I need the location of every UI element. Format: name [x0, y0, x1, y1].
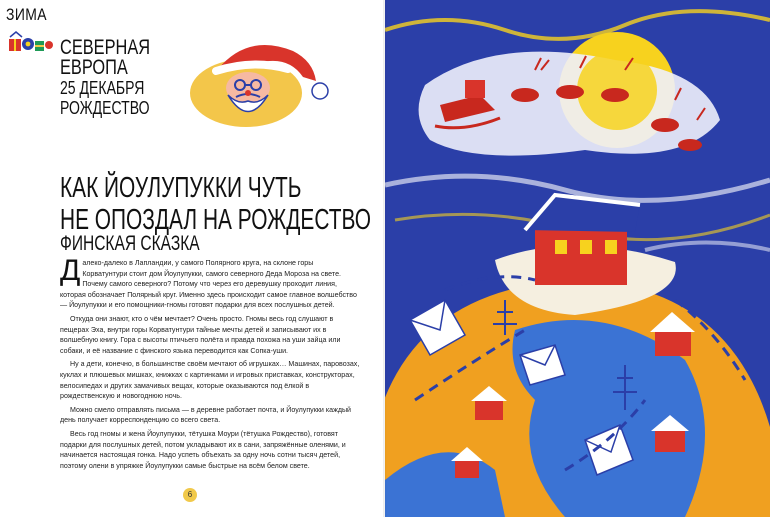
book-spine — [383, 0, 387, 517]
title-line-2: НЕ ОПОЗДАЛ НА РОЖДЕСТВО — [60, 204, 371, 236]
village-night-illustration — [385, 0, 770, 517]
drop-cap: Д — [60, 254, 81, 287]
main-house-icon — [525, 195, 640, 285]
region-line-1: СЕВЕРНАЯ — [60, 36, 151, 59]
story-title — [60, 172, 371, 236]
paragraph-2: Откуда они знают, кто о чём мечтает? Очень просто. Гномы весь год слушают в пещерах Эха, внутри горы Корватунтури тайные мечты детей и записывают их в волшебную книгу. Гора с высоты птичьего полёта и правда похожа на уши зайца или собаки, и её название с финского языка переводится как Сопка-уши. — [60, 314, 341, 355]
paragraph-3: Ну а дети, конечно, в большинстве своём мечтают об игрушках… Машинах, паровозах, куклах и плюшевых мишках, книжках с картинками и игровых приставках, конструкторах, велосипедах и других замачивых вещах, которые оказываются под ёлкой в рождественскую и новогоднюю ночь. — [60, 360, 360, 401]
santa-portrait-icon — [188, 33, 338, 128]
paragraph-1: Далеко-далеко в Лапландии, у самого Полярного круга, на склоне горы Корватунтури стоит дом Йоулупукки, самого северного Деда Мороза на свете. Почему самого северного? Потому что через его деревушку проходит линия, которая обозначает Полярный круг. Именно здесь происходит самое главное волшебство — Йоулупукки и его помощники-гномы готовят подарки для всех послушных детей. — [60, 254, 357, 310]
season-label: ЗИМА — [6, 5, 47, 24]
story-subtitle: ФИНСКАЯ СКАЗКА — [60, 232, 200, 255]
holiday-info — [60, 36, 151, 118]
right-page-illustration — [385, 0, 770, 517]
paragraph-5: Весь год гномы и жена Йоулупукки, тётушка Моури (тётушка Рождество), готовят подарки для послушных детей, потом укладывают их в сани, запряжённые оленями, и начинается настоящая гонка. Надо успеть объехать за одну ночь сотни тысяч детей, поэтому олени в упряжке Йоулупукки самые быстрые на всём белом свете. — [60, 429, 346, 470]
story-text — [60, 254, 360, 474]
date-line: 25 ДЕКАБРЯ — [60, 78, 145, 98]
gifts-ornament-icon — [8, 31, 54, 53]
holiday-line: РОЖДЕСТВО — [60, 98, 150, 118]
title-line-1: КАК ЙОУЛУПУККИ ЧУТЬ — [60, 172, 302, 204]
page-number: 6 — [183, 488, 197, 502]
paragraph-4: Можно смело отправлять письма — в деревне работает почта, и Йоулупукки каждый день получает корреспонденцию со всего света. — [60, 405, 352, 425]
region-line-2: ЕВРОПА — [60, 56, 128, 79]
